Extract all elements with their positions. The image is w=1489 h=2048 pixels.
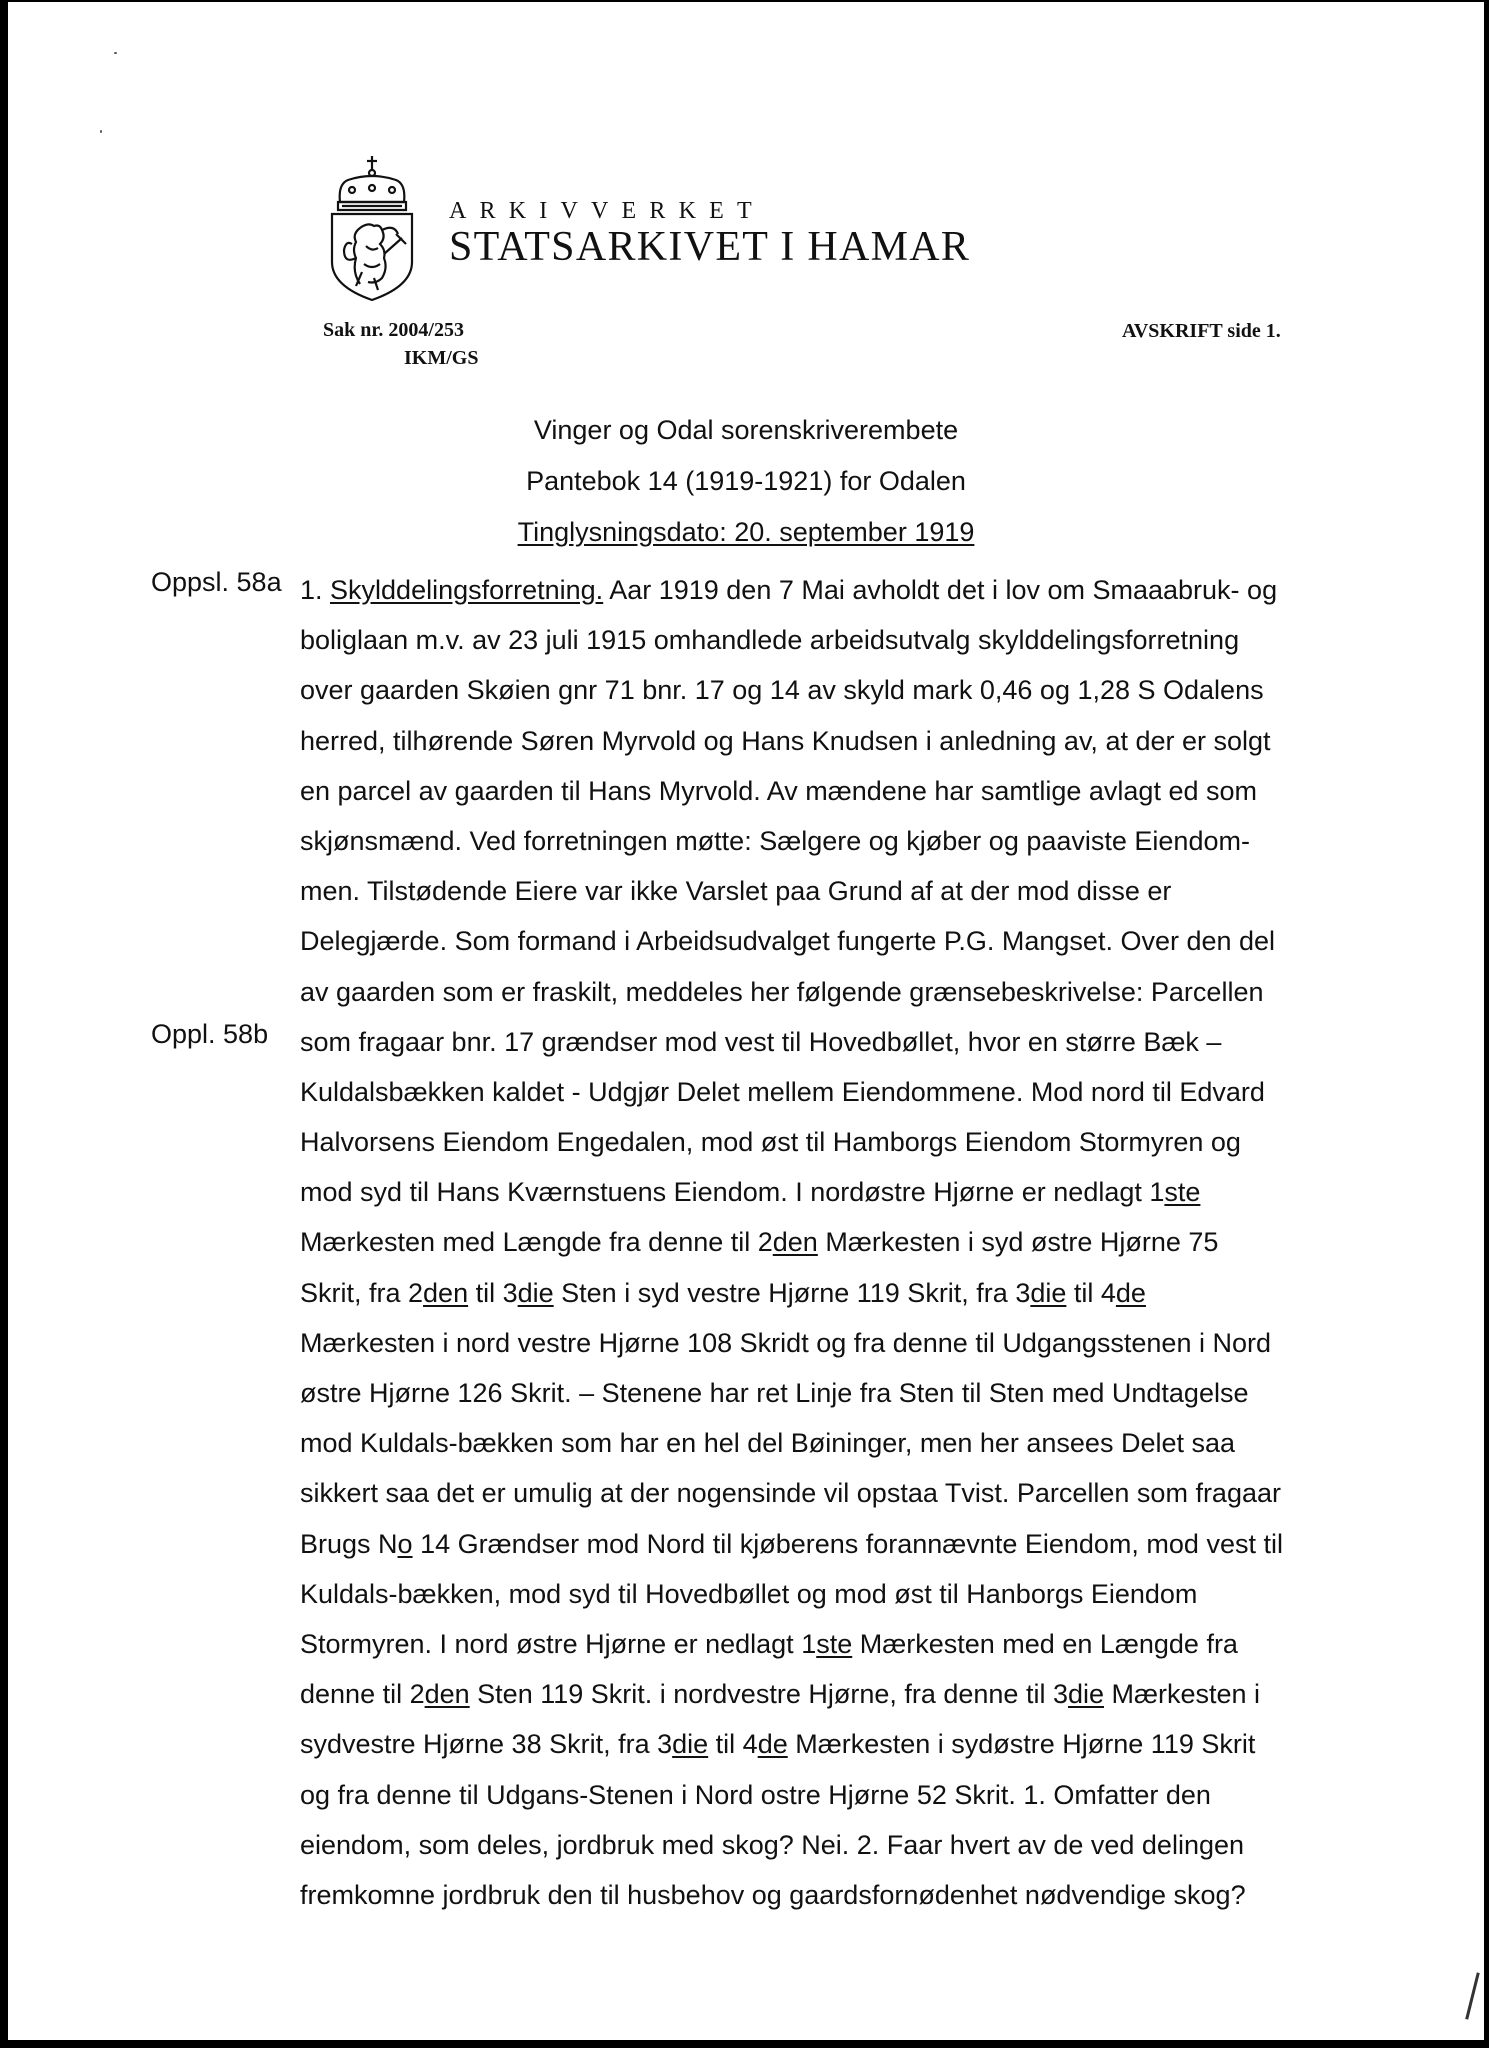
body-line [300, 1268, 1375, 1318]
body-line: Kuldals-bækken, mod syd til Hovedbøllet og mod øst til Hanborgs Eiendom [300, 1578, 1198, 1609]
heading-register: Pantebok 14 (1919-1921) for Odalen [526, 466, 966, 496]
body-line: østre Hjørne 126 Skrit. – Stenene har ret Linje fra Sten til Sten med Undtagelse [300, 1378, 1249, 1408]
body-line: mod Kuldals-bækken som har en hel del Bøininger, men her ansees Delet saa [300, 1428, 1236, 1459]
body-line: en parcel av gaarden til Hans Myrvold. Av mændene har samtlige avlagt ed som [300, 775, 1257, 806]
line-text: Sten 119 Skrit. i nordvestre Hjørne, fra denne til 3 [469, 1679, 1068, 1710]
ordinal-suffix: die [672, 1729, 709, 1760]
body-line: men. Tilstødende Eiere var ikke Varslet paa Grund af at der mod disse er [300, 876, 1172, 907]
line-text: denne til 2 [300, 1679, 425, 1710]
line-text: Skrit, fra 2 [300, 1277, 424, 1308]
body-line [300, 1167, 1375, 1217]
ordinal-suffix: die [1030, 1277, 1067, 1308]
line-text: Mærkesten i syd østre Hjørne 75 [817, 1227, 1219, 1258]
line-text: 14 Grændser mod Nord til kjøberens forannævnte Eiendom, mod vest til [412, 1528, 1283, 1559]
org-name-top: ARKIVVERKET [449, 198, 765, 224]
line-text: Mærkesten med en Længde fra [852, 1628, 1238, 1659]
scan-corner-mark [1465, 1972, 1480, 2019]
margin-note-58b: Oppl. 58b [151, 1019, 269, 1049]
body-line: Halvorsens Eiendom Engedalen, mod øst til Hamborgs Eiendom Stormyren og [300, 1127, 1241, 1158]
line-text: 1. [300, 575, 331, 605]
document-page [8, 2, 1484, 2040]
body-line: av gaarden som er fraskilt, meddeles her følgende grænsebeskrivelse: Parcellen [300, 976, 1264, 1007]
body-line: Mærkesten i nord vestre Hjørne 108 Skridt og fra denne til Udgangsstenen i Nord [300, 1327, 1271, 1358]
line-text: Mærkesten med Længde fra denne til 2 [300, 1227, 773, 1258]
line-text: til 3 [468, 1277, 518, 1308]
case-reference: IKM/GS [404, 347, 479, 369]
ordinal-suffix: ste [816, 1628, 853, 1659]
body-line [300, 1669, 1375, 1719]
line-text: Mærkesten i [1104, 1679, 1261, 1710]
copy-page-mark: AVSKRIFT side 1. [1122, 320, 1281, 342]
body-line [300, 565, 1375, 615]
ordinal-suffix: de [757, 1729, 788, 1760]
body-line: og fra denne til Udgans-Stenen i Nord ostre Hjørne 52 Skrit. 1. Omfatter den [300, 1779, 1211, 1810]
ordinal-suffix: ste [1164, 1177, 1201, 1208]
ordinal-suffix: die [1067, 1679, 1104, 1710]
line-text: til 4 [1066, 1277, 1116, 1308]
ordinal-suffix: die [517, 1277, 554, 1308]
line-text: Aar 1919 den 7 Mai avholdt det i lov om Smaaabruk- og [603, 575, 1278, 605]
line-text: til 4 [708, 1729, 758, 1760]
body-line: som fragaar bnr. 17 grændser mod vest til Hovedbøllet, hvor en større Bæk – [300, 1026, 1222, 1057]
ordinal-suffix: de [1115, 1277, 1146, 1308]
body-line [300, 1519, 1375, 1569]
heading-registration-date [8, 517, 1484, 548]
section-title: Skylddelingsforretning. [330, 575, 604, 605]
number-abbrev: o [397, 1528, 413, 1559]
body-line: Kuldalsbækken kaldet - Udgjør Delet mellem Eiendommene. Mod nord til Edvard [300, 1076, 1265, 1107]
line-text: Mærkesten i sydøstre Hjørne 119 Skrit [787, 1729, 1256, 1760]
body-line [300, 1217, 1375, 1267]
line-text: mod syd til Hans Kværnstuens Eiendom. I nordøstre Hjørne er nedlagt 1 [300, 1177, 1165, 1208]
coat-of-arms-icon [322, 154, 422, 302]
line-text: sydvestre Hjørne 38 Skrit, fra 3 [300, 1729, 673, 1760]
ordinal-suffix: den [424, 1679, 470, 1710]
body-line: eiendom, som deles, jordbruk med skog? Nei. 2. Faar hvert av de ved delingen [300, 1829, 1245, 1860]
body-line [300, 1719, 1375, 1769]
heading-office: Vinger og Odal sorenskriverembete [533, 415, 959, 445]
line-text: Stormyren. I nord østre Hjørne er nedlagt 1 [300, 1628, 817, 1659]
body-line: over gaarden Skøien gnr 71 bnr. 17 og 14 av skyld mark 0,46 og 1,28 S Odalens [300, 675, 1264, 706]
body-line [300, 1619, 1375, 1669]
line-text: Sten i syd vestre Hjørne 119 Skrit, fra 3 [553, 1277, 1031, 1308]
body-line: boliglaan m.v. av 23 juli 1915 omhandlede arbeidsutvalg skylddelingsforretning [300, 625, 1240, 656]
ordinal-suffix: den [423, 1277, 469, 1308]
line-text: Brugs N [300, 1528, 398, 1559]
body-line: sikkert saa det er umulig at der nogensinde vil opstaa Tvist. Parcellen som fragaar [300, 1478, 1281, 1509]
body-line: herred, tilhørende Søren Myrvold og Hans Knudsen i anledning av, at der er solgt [300, 725, 1271, 756]
registration-date-text: Tinglysningsdato: 20. september 1919 [517, 517, 975, 547]
org-name-main: STATSARKIVET I HAMAR [449, 224, 971, 270]
transcript-body [300, 565, 1375, 1920]
body-line: skjønsmænd. Ved forretningen møtte: Sælgere og kjøber og paaviste Eiendom- [300, 825, 1250, 856]
body-line: fremkomne jordbruk den til husbehov og gaardsfornødenhet nødvendige skog? [300, 1879, 1246, 1910]
ordinal-suffix: den [772, 1227, 818, 1258]
case-number: Sak nr. 2004/253 [323, 319, 464, 341]
margin-note-58a: Oppsl. 58a [151, 567, 282, 597]
body-line: Delegjærde. Som formand i Arbeidsudvalget fungerte P.G. Mangset. Over den del [300, 926, 1276, 957]
